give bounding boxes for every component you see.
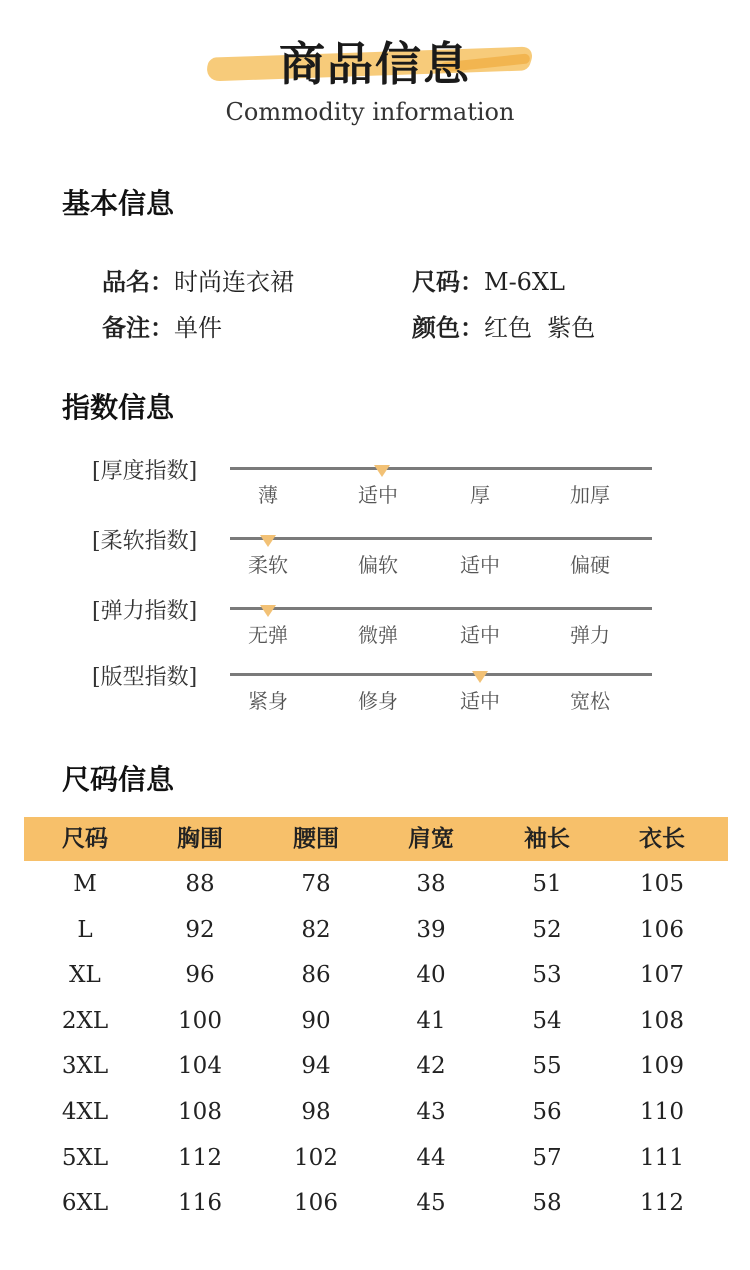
table-cell: 45 (416, 1190, 446, 1217)
page-title: 商品信息 (279, 37, 471, 91)
table-cell: 94 (301, 1053, 331, 1080)
index-scale-line (230, 673, 652, 676)
index-option: 修身 (358, 689, 398, 713)
table-header-cell: 袖长 (524, 826, 570, 852)
table-cell: 55 (532, 1053, 562, 1080)
table-cell: 98 (301, 1099, 331, 1125)
info-note (102, 308, 222, 343)
index-option: 微弹 (358, 623, 398, 647)
page-subtitle: Commodity information (225, 98, 515, 126)
section-title-sizes: 尺码信息 (62, 763, 175, 796)
table-cell: 92 (185, 916, 215, 943)
table-header-cell: 肩宽 (408, 826, 454, 852)
table-cell: 106 (640, 916, 684, 943)
table-cell: 82 (301, 916, 331, 943)
table-cell: 51 (532, 871, 562, 897)
table-cell: 53 (532, 962, 562, 989)
index-option: 柔软 (248, 553, 288, 577)
table-row (24, 861, 728, 907)
table-row (24, 1135, 728, 1181)
table-cell: 86 (301, 962, 331, 989)
table-cell: 42 (416, 1053, 446, 1080)
info-color-key: 颜色： (412, 314, 484, 342)
table-cell: 41 (416, 1007, 446, 1034)
info-size (412, 262, 565, 297)
table-cell: 112 (640, 1190, 684, 1217)
index-option: 紧身 (248, 689, 288, 713)
table-cell: 96 (185, 962, 215, 989)
index-scale-line (230, 537, 652, 540)
table-cell: 106 (294, 1190, 338, 1217)
index-scale-line (230, 607, 652, 610)
info-note-value: 单件 (174, 314, 222, 342)
table-cell: 38 (416, 871, 446, 897)
index-marker-icon (260, 535, 276, 547)
info-size-value: M-6XL (484, 268, 565, 296)
info-size-key: 尺码： (412, 268, 484, 296)
index-marker-icon (472, 671, 488, 683)
table-cell: L (77, 916, 93, 943)
index-option: 厚 (470, 483, 490, 507)
index-option: 适中 (460, 553, 500, 577)
table-row (24, 1043, 728, 1089)
section-title-indices: 指数信息 (62, 391, 175, 424)
index-option: 弹力 (570, 623, 610, 647)
table-header-cell: 胸围 (177, 826, 223, 852)
table-cell: 3XL (61, 1053, 109, 1080)
table-cell: 102 (294, 1144, 338, 1171)
size-table-header (24, 817, 728, 861)
index-label: [版型指数] (92, 665, 198, 690)
table-cell: 43 (416, 1099, 446, 1125)
table-cell: 56 (532, 1099, 562, 1125)
info-name-key: 品名： (102, 268, 174, 296)
table-cell: 109 (640, 1053, 684, 1080)
table-cell: 88 (185, 871, 215, 897)
index-option: 加厚 (570, 483, 610, 507)
info-name-value: 时尚连衣裙 (174, 268, 294, 296)
table-header-cell: 衣长 (639, 826, 685, 852)
section-title-basic: 基本信息 (62, 187, 175, 220)
index-option: 适中 (460, 689, 500, 713)
table-cell: 112 (178, 1144, 222, 1171)
table-cell: 111 (640, 1144, 684, 1171)
table-cell: 2XL (61, 1007, 109, 1034)
table-row (24, 1180, 728, 1226)
table-cell: 52 (532, 916, 562, 943)
table-cell: 5XL (61, 1144, 109, 1171)
info-color (412, 308, 595, 343)
index-option: 偏软 (358, 553, 398, 577)
table-cell: 58 (532, 1190, 562, 1217)
table-cell: 104 (178, 1053, 222, 1080)
table-cell: XL (69, 962, 101, 989)
table-cell: 90 (301, 1007, 331, 1034)
index-label: [柔软指数] (92, 529, 198, 554)
index-option: 无弹 (248, 623, 288, 647)
index-label: [厚度指数] (92, 459, 198, 484)
index-scale-line (230, 467, 652, 470)
index-marker-icon (374, 465, 390, 477)
table-cell: 108 (640, 1007, 684, 1034)
table-cell: 105 (640, 871, 684, 897)
table-cell: 39 (416, 916, 446, 943)
table-row (24, 907, 728, 953)
table-cell: 100 (178, 1007, 222, 1034)
table-row (24, 998, 728, 1044)
index-marker-icon (260, 605, 276, 617)
index-option: 宽松 (570, 689, 610, 713)
index-option: 薄 (258, 483, 278, 507)
table-cell: 110 (640, 1099, 684, 1125)
table-cell: 6XL (61, 1190, 109, 1217)
table-cell: 44 (416, 1144, 446, 1171)
table-row (24, 1089, 728, 1135)
index-option: 偏硬 (570, 553, 610, 577)
table-cell: 4XL (61, 1099, 109, 1125)
table-cell: 107 (640, 962, 684, 989)
table-header-cell: 腰围 (293, 826, 339, 852)
table-header-cell: 尺码 (62, 826, 108, 852)
table-cell: M (73, 871, 97, 897)
table-cell: 78 (301, 871, 331, 897)
table-cell: 54 (532, 1007, 562, 1034)
table-cell: 108 (178, 1099, 222, 1125)
table-cell: 57 (532, 1144, 562, 1171)
info-name (102, 262, 294, 297)
table-cell: 40 (416, 962, 446, 989)
table-cell: 116 (178, 1190, 222, 1217)
info-color-value: 红色 紫色 (484, 314, 596, 342)
info-note-key: 备注： (102, 314, 174, 342)
index-label: [弹力指数] (92, 599, 198, 624)
index-option: 适中 (460, 623, 500, 647)
table-row (24, 952, 728, 998)
index-option: 适中 (358, 483, 398, 507)
